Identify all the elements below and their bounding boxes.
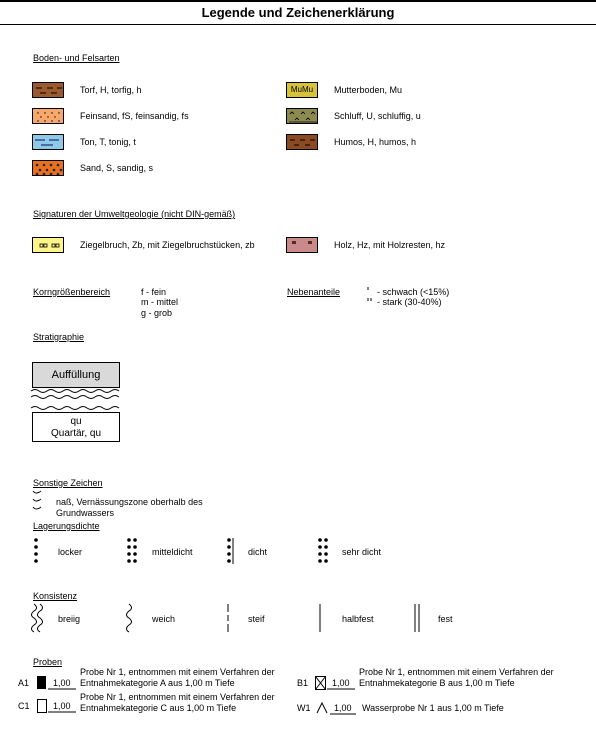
- probe-a-symbol-icon: [37, 676, 47, 690]
- legend-label-ziegelbruch: Ziegelbruch, Zb, mit Ziegelbruchstücken, zb: [80, 240, 255, 250]
- feinsand-fill: [33, 109, 64, 124]
- neben-item: - stark (30-40%): [377, 297, 442, 307]
- konsistenz-label-halbfest: halbfest: [342, 614, 374, 624]
- fest-icon: [413, 604, 421, 632]
- konsistenz-label-steif: steif: [248, 614, 265, 624]
- konsistenz-label-breiig: breiig: [58, 614, 81, 624]
- holz-fill: [287, 238, 318, 253]
- halbfest-icon: [318, 604, 322, 632]
- dicht-icon: [226, 538, 236, 564]
- section-heading-sonstige: Sonstige Zeichen: [33, 478, 103, 488]
- korn-item: g - grob: [141, 308, 173, 318]
- korn-item: m - mittel: [141, 297, 178, 307]
- locker-icon: [33, 538, 39, 564]
- torf-swatch: [32, 82, 64, 98]
- auffuellung-box: [32, 362, 120, 388]
- water-sample-icon: [316, 702, 328, 714]
- section-heading-neben: Nebenanteile: [287, 287, 341, 297]
- nass-text-1: naß, Vernässungszone oberhalb des: [56, 497, 203, 507]
- probe-a-code: A1: [18, 678, 30, 688]
- breiig-icon: [31, 604, 45, 632]
- quartaer-label: Quartär, qu: [50, 428, 102, 439]
- legend-label-humos: Humos, H, humos, h: [334, 137, 417, 147]
- section-heading-lagerung: Lagerungsdichte: [33, 521, 100, 531]
- korn-item: f - fein: [141, 287, 167, 297]
- wet-zone-icon: [31, 489, 43, 517]
- mutterboden-swatch-text: MuMu: [290, 85, 314, 94]
- section-heading-korn: Korngrößenbereich: [33, 287, 111, 297]
- probe-b-code: B1: [297, 678, 309, 688]
- auffuellung-label: Auffüllung: [51, 369, 101, 381]
- humos-swatch: [286, 134, 318, 150]
- holz-swatch: [286, 237, 318, 253]
- section-heading-umwelt: Signaturen der Umweltgeologie (nicht DIN-gemäß): [33, 209, 236, 219]
- legend-label-torf: Torf, H, torfig, h: [80, 85, 142, 95]
- nass-text-2: Grundwassers: [56, 508, 115, 518]
- probe-a-text: Probe Nr 1, entnommen mit einem Verfahren der Entnahmekategorie A aus 1,00 m Tiefe: [80, 667, 275, 688]
- neben-item: - schwach (<15%): [377, 287, 450, 297]
- legend-label-feinsand: Feinsand, fS, feinsandig, fs: [80, 111, 189, 121]
- legend-label-mutterboden: Mutterboden, Mu: [334, 85, 403, 95]
- probe-c-code: C1: [18, 701, 30, 711]
- ton-fill: [33, 135, 64, 150]
- sehr-dicht-icon: [317, 538, 329, 564]
- ton-swatch: [32, 134, 64, 150]
- probe-b-symbol-icon: [315, 676, 327, 690]
- page-title: Legende und Zeichenerklärung: [0, 0, 596, 25]
- section-heading-konsistenz: Konsistenz: [33, 591, 78, 601]
- mitteldicht-icon: [126, 538, 138, 564]
- probe-b-depth: 1,00: [332, 678, 350, 688]
- legend-label-schluff: Schluff, U, schluffig, u: [334, 111, 421, 121]
- quartaer-wavy-top: [31, 403, 121, 413]
- humos-fill: [287, 135, 318, 150]
- schluff-swatch: [286, 108, 318, 124]
- legend-label-ton: Ton, T, tonig, t: [80, 137, 136, 147]
- section-heading-boden: Boden- und Felsarten: [33, 53, 120, 63]
- qu-label: qu: [70, 416, 82, 427]
- probe-c-depth: 1,00: [53, 701, 71, 711]
- probe-w-underline: [330, 713, 356, 717]
- section-heading-proben: Proben: [33, 657, 63, 667]
- legend-label-sand: Sand, S, sandig, s: [80, 163, 154, 173]
- feinsand-swatch: [32, 108, 64, 124]
- konsistenz-label-fest: fest: [438, 614, 453, 624]
- section-heading-strat: Stratigraphie: [33, 332, 85, 342]
- lagerung-label-locker: locker: [58, 547, 83, 557]
- lagerung-label-mitteldicht: mitteldicht: [152, 547, 193, 557]
- probe-c-underline: [48, 711, 76, 715]
- quartaer-box: [32, 412, 120, 442]
- auffuellung-wavy-border: [31, 388, 121, 402]
- lagerung-label-sehr-dicht: sehr dicht: [342, 547, 382, 557]
- probe-a-depth: 1,00: [53, 678, 71, 688]
- mutterboden-swatch: [286, 82, 318, 98]
- lagerung-label-dicht: dicht: [248, 547, 268, 557]
- steif-icon: [226, 604, 230, 632]
- torf-fill: [33, 83, 64, 98]
- probe-a-underline: [48, 688, 76, 692]
- probe-w-code: W1: [297, 703, 311, 713]
- probe-c-symbol-icon: [37, 699, 47, 713]
- legend-label-holz: Holz, Hz, mit Holzresten, hz: [334, 240, 446, 250]
- probe-w-text: Wasserprobe Nr 1 aus 1,00 m Tiefe: [362, 703, 504, 713]
- weich-icon: [124, 604, 134, 632]
- nebenanteile-marks-icon: [366, 286, 374, 308]
- probe-w-depth: 1,00: [334, 703, 352, 713]
- probe-c-text: Probe Nr 1, entnommen mit einem Verfahren der Entnahmekategorie C aus 1,00 m Tiefe: [80, 692, 275, 713]
- konsistenz-label-weich: weich: [152, 614, 176, 624]
- probe-b-text: Probe Nr 1, entnommen mit einem Verfahren der Entnahmekategorie B aus 1,00 m Tiefe: [359, 667, 554, 688]
- sand-swatch: [32, 160, 64, 176]
- probe-b-underline: [327, 688, 355, 692]
- ziegelbruch-swatch: [32, 237, 64, 253]
